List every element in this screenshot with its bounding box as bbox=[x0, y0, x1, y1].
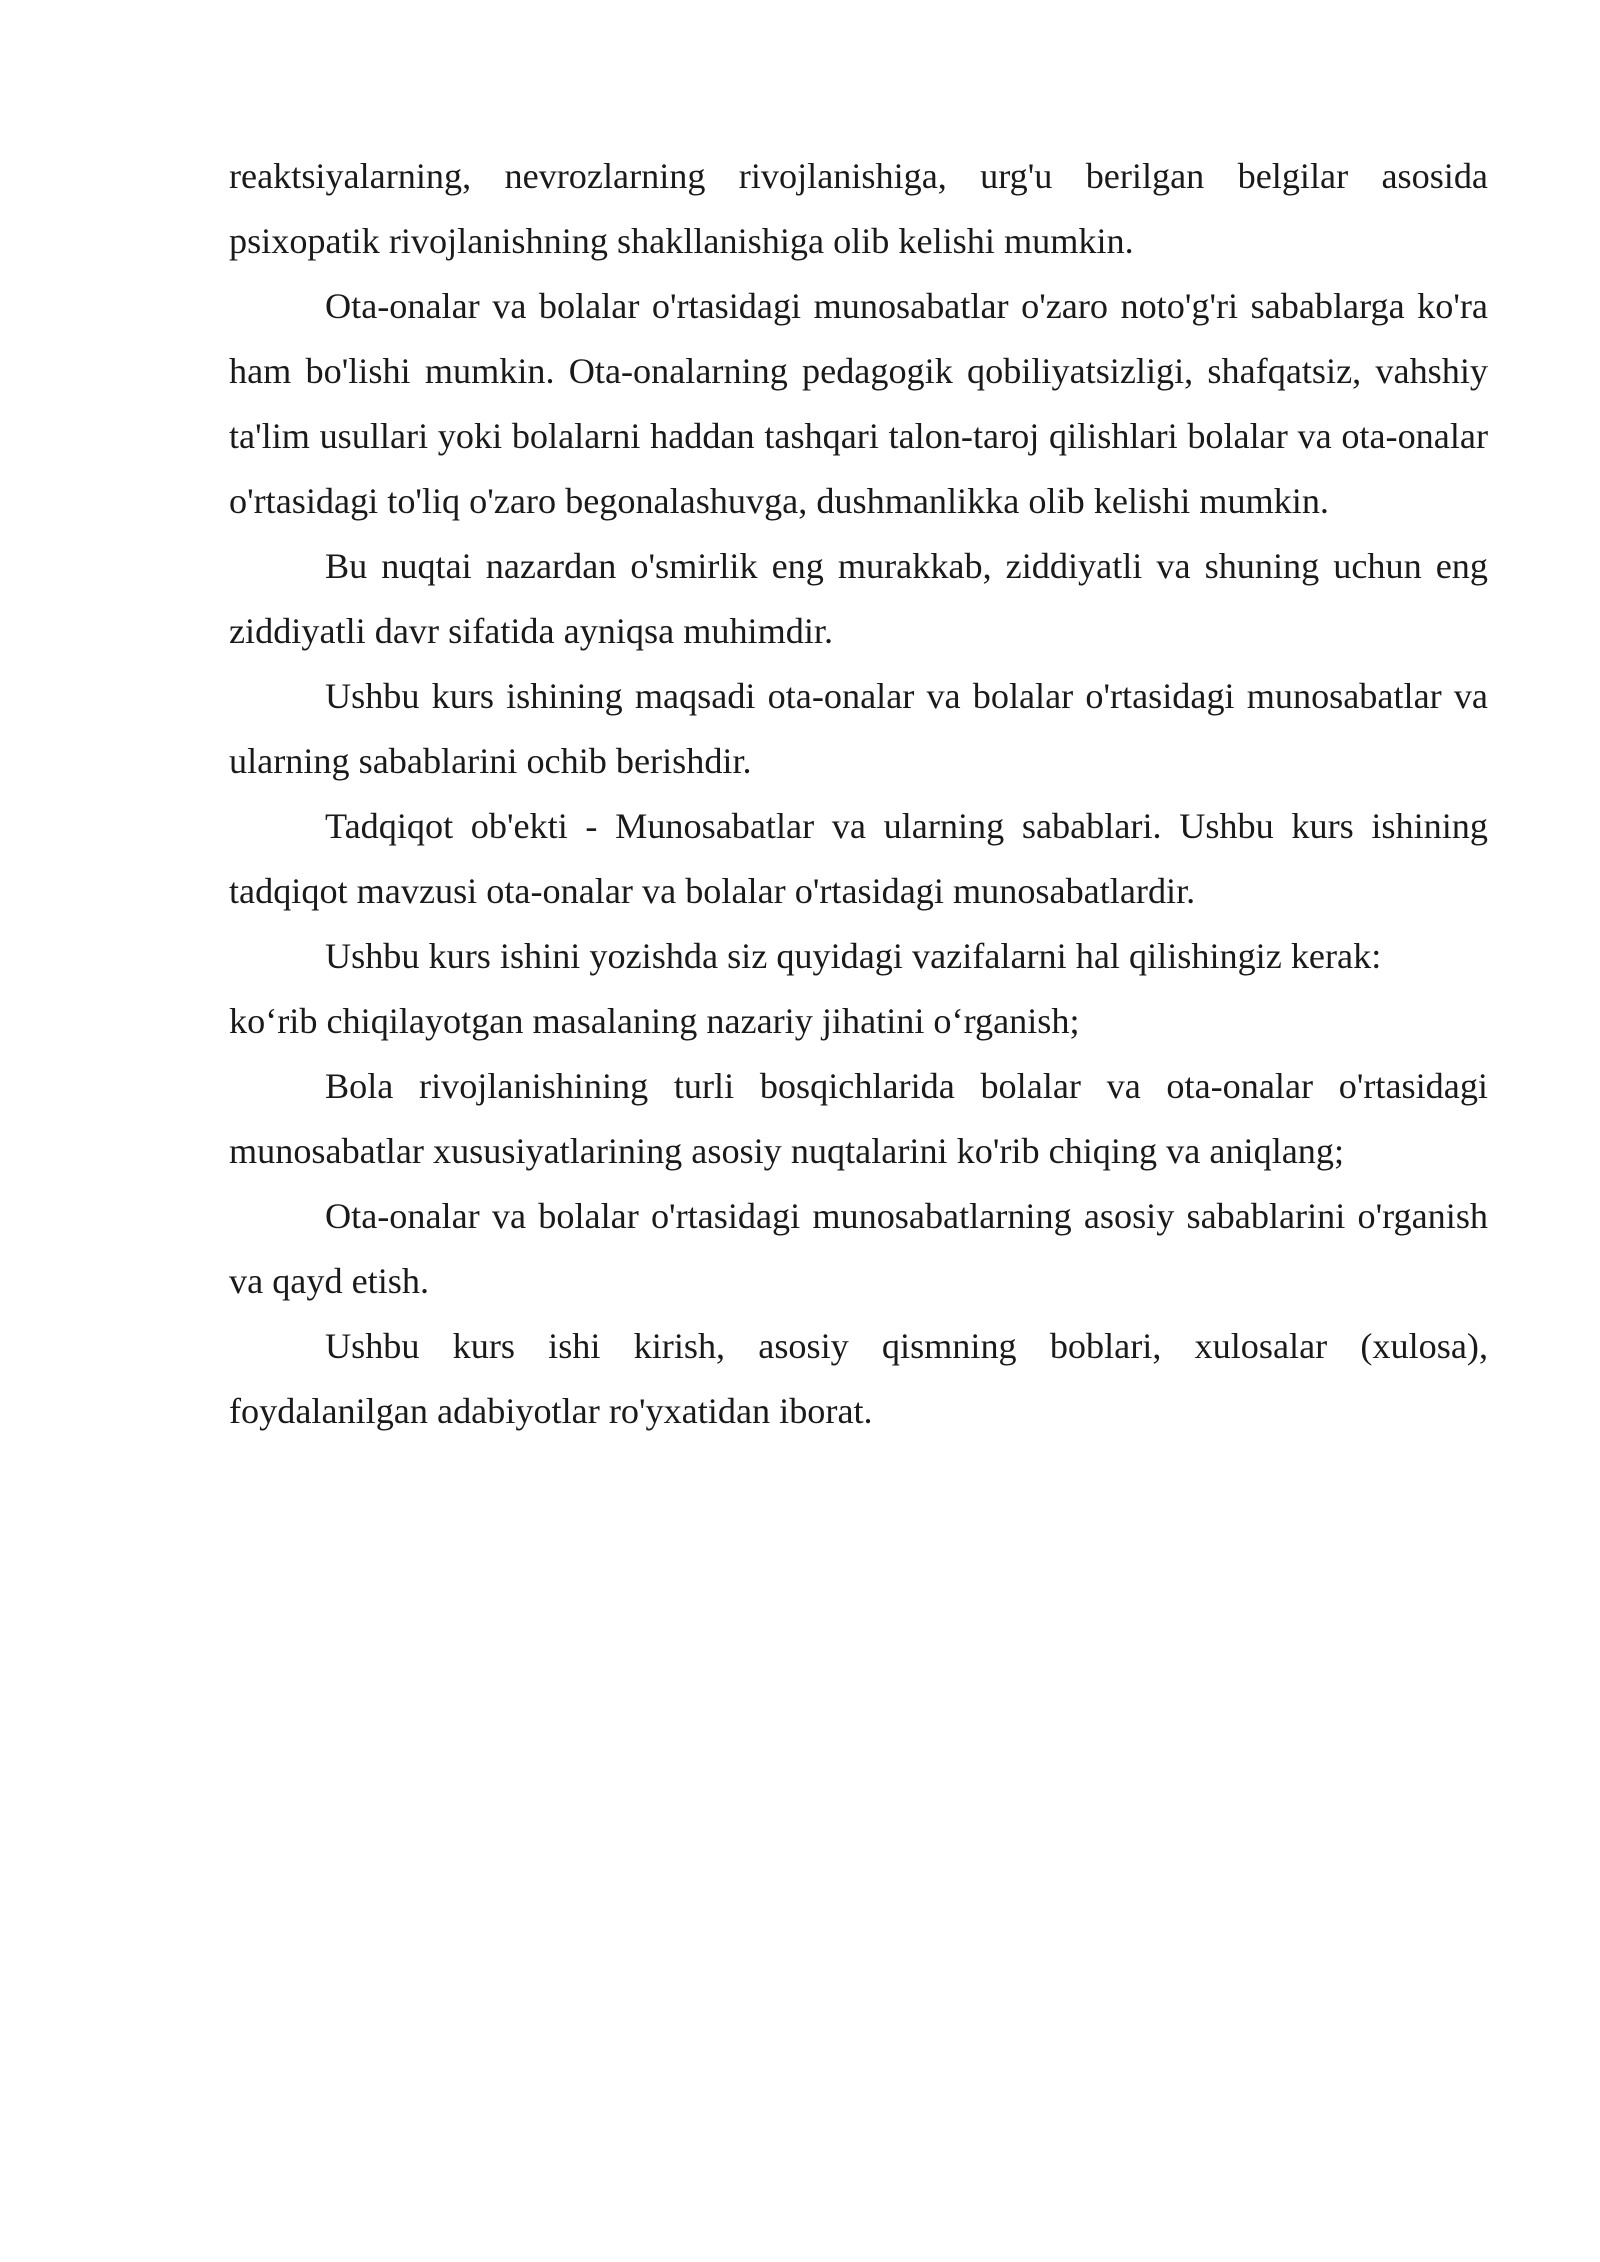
paragraph-2: Ota-onalar va bolalar o'rtasidagi munosabatlar o'zaro noto'g'ri sabablarga ko'ra ham bo'lishi mumkin. Ota-onalarning pedagogik qobiliyatsizligi, shafqatsiz, vahshiy ta'lim usullari yoki bolalarni haddan tashqari talon-taroj qilishlari bolalar va ota-onalar o'rtasidagi to'liq o'zaro begonalashuvga, dushmanlikka olib kelishi mumkin. bbox=[229, 286, 1488, 521]
paragraph-5: Tadqiqot ob'ekti - Munosabatlar va ularning sabablari. Ushbu kurs ishining tadqiqot mavzusi ota-onalar va bolalar o'rtasidagi munosabatlardir. bbox=[229, 806, 1488, 911]
paragraph-10: Ushbu kurs ishi kirish, asosiy qismning boblari, xulosalar (xulosa), foydalanilgan adabiyotlar ro'yxatidan iborat. bbox=[229, 1326, 1488, 1431]
paragraph-3: Bu nuqtai nazardan o'smirlik eng murakkab, ziddiyatli va shuning uchun eng ziddiyatli davr sifatida ayniqsa muhimdir. bbox=[229, 546, 1488, 651]
paragraph-1: reaktsiyalarning, nevrozlarning rivojlanishiga, urg'u berilgan belgilar asosida psixopatik rivojlanishning shakllanishiga olib kelishi mumkin. bbox=[229, 156, 1488, 261]
paragraph-9: Ota-onalar va bolalar o'rtasidagi munosabatlarning asosiy sabablarini o'rganish va qayd etish. bbox=[229, 1196, 1488, 1301]
paragraph-8: Bola rivojlanishining turli bosqichlarida bolalar va ota-onalar o'rtasidagi munosabatlar xususiyatlarining asosiy nuqtalarini ko'rib chiqing va aniqlang; bbox=[229, 1066, 1488, 1171]
paragraph-4: Ushbu kurs ishining maqsadi ota-onalar va bolalar o'rtasidagi munosabatlar va ularning sabablarini ochib berishdir. bbox=[229, 676, 1488, 781]
paragraph-7: ko‘rib chiqilayotgan masalaning nazariy jihatini o‘rganish; bbox=[229, 1001, 1080, 1041]
paragraph-6: Ushbu kurs ishini yozishda siz quyidagi vazifalarni hal qilishingiz kerak: bbox=[325, 936, 1382, 976]
document-body bbox=[229, 144, 1488, 1444]
